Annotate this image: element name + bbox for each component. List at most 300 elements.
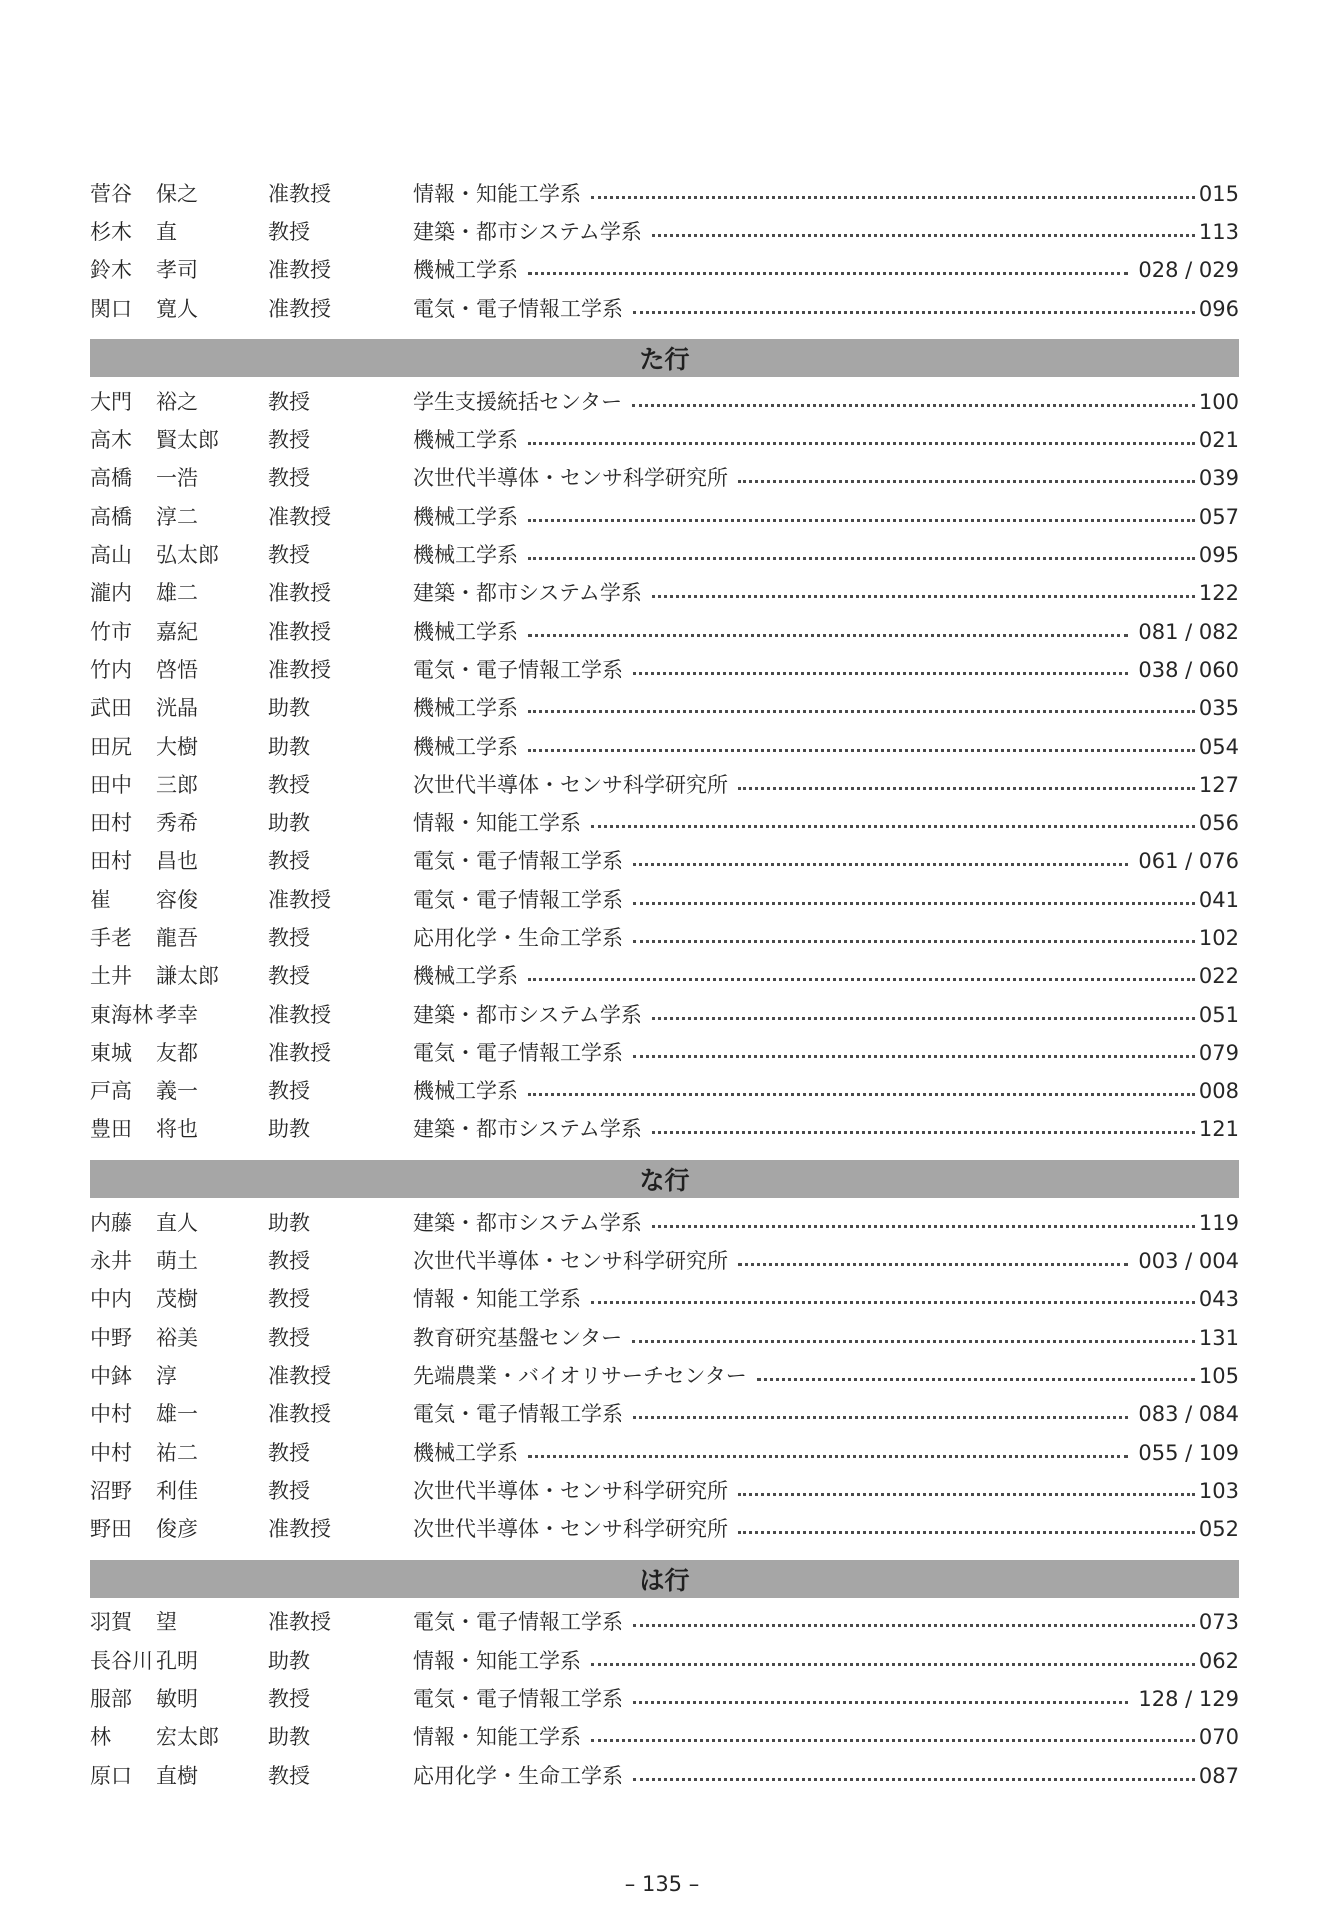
- given-name: 孔明: [156, 1648, 198, 1673]
- entry-row: [90, 919, 1239, 957]
- department: 電気・電子情報工学系: [413, 1610, 623, 1635]
- department: 機械工学系: [413, 258, 518, 283]
- entry-list: [90, 1204, 1239, 1549]
- surname: 豊田: [90, 1117, 132, 1142]
- page-ref: 043: [1198, 1287, 1239, 1312]
- surname: 服部: [90, 1687, 132, 1712]
- page-number: – 135 –: [624, 1872, 700, 1896]
- department-cell: [413, 966, 1239, 987]
- given-name: 洸晶: [156, 696, 198, 721]
- department: 機械工学系: [413, 428, 518, 453]
- academic-title: 教授: [268, 849, 310, 874]
- academic-title: 教授: [268, 1763, 310, 1788]
- department-cell: [413, 219, 1239, 244]
- department-cell: [413, 1251, 1239, 1272]
- department: 教育研究基盤センター: [413, 1325, 623, 1350]
- dot-leader: [633, 1624, 1195, 1627]
- page-ref: 073: [1198, 1610, 1239, 1635]
- entry-row: [90, 958, 1239, 996]
- dot-leader: [738, 787, 1195, 790]
- department: 次世代半導体・センサ科学研究所: [413, 772, 728, 797]
- academic-title: 助教: [268, 1725, 310, 1750]
- academic-title: 助教: [268, 1210, 310, 1235]
- department: 機械工学系: [413, 619, 518, 644]
- department: 電気・電子情報工学系: [413, 887, 623, 912]
- dot-leader: [591, 825, 1195, 828]
- given-name: 弘太郎: [156, 543, 219, 568]
- dot-leader: [633, 940, 1195, 943]
- surname: 菅谷: [90, 181, 132, 206]
- department-cell: [413, 813, 1239, 834]
- academic-title: 教授: [268, 543, 310, 568]
- surname: 戸高: [90, 1079, 132, 1104]
- page-ref: 041: [1198, 887, 1239, 912]
- given-name: 雄二: [156, 581, 198, 606]
- page-ref: 103: [1198, 1478, 1239, 1503]
- surname: 高橋: [90, 466, 132, 491]
- surname: 崔: [90, 887, 111, 912]
- given-name: 茂樹: [156, 1287, 198, 1312]
- department: 情報・知能工学系: [413, 1725, 581, 1750]
- department-cell: [413, 181, 1239, 206]
- page-ref: 131: [1198, 1325, 1239, 1350]
- dot-leader: [528, 519, 1195, 522]
- given-name: 淳: [156, 1363, 177, 1388]
- group-ta: [90, 339, 1239, 1149]
- entry-row: [90, 690, 1239, 728]
- dot-leader: [528, 557, 1195, 560]
- academic-title: 教授: [268, 925, 310, 950]
- department: 機械工学系: [413, 696, 518, 721]
- page-ref: 022: [1198, 964, 1239, 989]
- page-ref: 128 / 129: [1138, 1687, 1239, 1712]
- department: 建築・都市システム学系: [413, 1002, 642, 1027]
- dot-leader: [738, 1263, 1128, 1266]
- entry-row: [90, 536, 1239, 574]
- entry-row: [90, 175, 1239, 213]
- academic-title: 教授: [268, 964, 310, 989]
- dot-leader: [633, 1701, 1128, 1704]
- surname: 鈴木: [90, 258, 132, 283]
- page-ref: 081 / 082: [1138, 619, 1239, 644]
- page-ref: 095: [1198, 543, 1239, 568]
- given-name: 敏明: [156, 1687, 198, 1712]
- department: 建築・都市システム学系: [413, 1210, 642, 1235]
- department-cell: [413, 851, 1239, 872]
- academic-title: 准教授: [268, 657, 331, 682]
- given-name: 孝幸: [156, 1002, 198, 1027]
- academic-title: 准教授: [268, 1517, 331, 1542]
- given-name: 直人: [156, 1210, 198, 1235]
- academic-title: 准教授: [268, 619, 331, 644]
- entry-row: [90, 575, 1239, 613]
- faculty-index: [90, 175, 1239, 1795]
- academic-title: 准教授: [268, 581, 331, 606]
- dot-leader: [591, 1301, 1195, 1304]
- section-header-na: な行: [90, 1160, 1239, 1198]
- entry-list: [90, 383, 1239, 1149]
- surname: 野田: [90, 1517, 132, 1542]
- dot-leader: [528, 1455, 1128, 1458]
- department-cell: [413, 430, 1239, 451]
- given-name: 淳二: [156, 504, 198, 529]
- department-cell: [413, 1612, 1239, 1633]
- page-ref: 054: [1198, 734, 1239, 759]
- given-name: 謙太郎: [156, 964, 219, 989]
- page-ref: 062: [1198, 1648, 1239, 1673]
- given-name: 俊彦: [156, 1517, 198, 1542]
- surname: 長谷川: [90, 1648, 153, 1673]
- department: 電気・電子情報工学系: [413, 296, 623, 321]
- entry-row: [90, 613, 1239, 651]
- department-cell: [413, 1763, 1239, 1788]
- entry-row: [90, 498, 1239, 536]
- page-ref: 070: [1198, 1725, 1239, 1750]
- surname: 原口: [90, 1763, 132, 1788]
- department-cell: [413, 887, 1239, 912]
- group-0: [90, 175, 1239, 328]
- entry-row: [90, 766, 1239, 804]
- given-name: 祐二: [156, 1440, 198, 1465]
- department: 機械工学系: [413, 504, 518, 529]
- dot-leader: [738, 1531, 1195, 1534]
- entry-list: [90, 175, 1239, 328]
- department: 情報・知能工学系: [413, 811, 581, 836]
- dot-leader: [633, 863, 1128, 866]
- dot-leader: [738, 1493, 1195, 1496]
- surname: 中鉢: [90, 1363, 132, 1388]
- department: 建築・都市システム学系: [413, 581, 642, 606]
- department: 電気・電子情報工学系: [413, 849, 623, 874]
- entry-row: [90, 1073, 1239, 1111]
- department-cell: [413, 504, 1239, 529]
- department-cell: [413, 583, 1239, 604]
- department-cell: [413, 734, 1239, 759]
- entry-row: [90, 460, 1239, 498]
- surname: 大門: [90, 389, 132, 414]
- surname: 永井: [90, 1249, 132, 1274]
- entry-row: [90, 1757, 1239, 1795]
- given-name: 一浩: [156, 466, 198, 491]
- entry-row: [90, 843, 1239, 881]
- dot-leader: [633, 672, 1128, 675]
- academic-title: 教授: [268, 1249, 310, 1274]
- page-ref: 035: [1198, 696, 1239, 721]
- given-name: 容俊: [156, 887, 198, 912]
- department: 次世代半導体・センサ科学研究所: [413, 466, 728, 491]
- given-name: 秀希: [156, 811, 198, 836]
- department-cell: [413, 1404, 1239, 1425]
- entry-row: [90, 881, 1239, 919]
- dot-leader: [528, 710, 1195, 713]
- department: 次世代半導体・センサ科学研究所: [413, 1478, 728, 1503]
- page-ref: 055 / 109: [1138, 1440, 1239, 1465]
- entry-row: [90, 1281, 1239, 1319]
- academic-title: 准教授: [268, 1402, 331, 1427]
- given-name: 萌土: [156, 1249, 198, 1274]
- given-name: 寛人: [156, 296, 198, 321]
- department-cell: [413, 260, 1239, 281]
- entry-row: [90, 996, 1239, 1034]
- dot-leader: [632, 404, 1195, 407]
- academic-title: 准教授: [268, 181, 331, 206]
- page-ref: 052: [1198, 1517, 1239, 1542]
- page-ref: 087: [1198, 1763, 1239, 1788]
- section-header-ha: は行: [90, 1560, 1239, 1598]
- academic-title: 准教授: [268, 1363, 331, 1388]
- surname: 田中: [90, 772, 132, 797]
- dot-leader: [633, 902, 1195, 905]
- dot-leader: [591, 1663, 1195, 1666]
- dot-leader: [528, 749, 1195, 752]
- page-ref: 061 / 076: [1138, 849, 1239, 874]
- entry-row: [90, 1680, 1239, 1718]
- entry-row: [90, 1472, 1239, 1510]
- group-ha: [90, 1560, 1239, 1795]
- entry-row: [90, 1357, 1239, 1395]
- department-cell: [413, 1210, 1239, 1235]
- department-cell: [413, 1478, 1239, 1503]
- academic-title: 教授: [268, 1079, 310, 1104]
- surname: 高山: [90, 543, 132, 568]
- given-name: 将也: [156, 1117, 198, 1142]
- academic-title: 助教: [268, 1117, 310, 1142]
- surname: 杉木: [90, 219, 132, 244]
- given-name: 賢太郎: [156, 428, 219, 453]
- entry-row: [90, 252, 1239, 290]
- department-cell: [413, 772, 1239, 797]
- surname: 土井: [90, 964, 132, 989]
- surname: 関口: [90, 296, 132, 321]
- given-name: 龍吾: [156, 925, 198, 950]
- given-name: 三郎: [156, 772, 198, 797]
- given-name: 嘉紀: [156, 619, 198, 644]
- department: 電気・電子情報工学系: [413, 1402, 623, 1427]
- academic-title: 准教授: [268, 258, 331, 283]
- department-cell: [413, 1119, 1239, 1140]
- given-name: 利佳: [156, 1478, 198, 1503]
- academic-title: 准教授: [268, 1002, 331, 1027]
- department-cell: [413, 1081, 1239, 1102]
- academic-title: 教授: [268, 219, 310, 244]
- surname: 内藤: [90, 1210, 132, 1235]
- academic-title: 教授: [268, 428, 310, 453]
- surname: 中村: [90, 1402, 132, 1427]
- department-cell: [413, 1519, 1239, 1540]
- page-ref: 079: [1198, 1040, 1239, 1065]
- dot-leader: [528, 978, 1195, 981]
- surname: 東城: [90, 1040, 132, 1065]
- department-cell: [413, 1727, 1239, 1748]
- academic-title: 教授: [268, 389, 310, 414]
- academic-title: 准教授: [268, 504, 331, 529]
- academic-title: 教授: [268, 1440, 310, 1465]
- page-ref: 113: [1198, 219, 1239, 244]
- page-ref: 008: [1198, 1079, 1239, 1104]
- given-name: 直: [156, 219, 177, 244]
- department: 応用化学・生命工学系: [413, 1763, 623, 1788]
- surname: 沼野: [90, 1478, 132, 1503]
- given-name: 裕之: [156, 389, 198, 414]
- academic-title: 助教: [268, 734, 310, 759]
- dot-leader: [652, 1017, 1195, 1020]
- surname: 高橋: [90, 504, 132, 529]
- page-ref: 121: [1198, 1117, 1239, 1142]
- page-ref: 100: [1198, 389, 1239, 414]
- department: 応用化学・生命工学系: [413, 925, 623, 950]
- entry-row: [90, 383, 1239, 421]
- given-name: 友都: [156, 1040, 198, 1065]
- department-cell: [413, 1002, 1239, 1027]
- section-header-ta: た行: [90, 339, 1239, 377]
- entry-row: [90, 1434, 1239, 1472]
- surname: 田尻: [90, 734, 132, 759]
- page-ref: 021: [1198, 428, 1239, 453]
- department: 次世代半導体・センサ科学研究所: [413, 1517, 728, 1542]
- surname: 東海林: [90, 1002, 153, 1027]
- given-name: 裕美: [156, 1325, 198, 1350]
- department: 機械工学系: [413, 1440, 518, 1465]
- academic-title: 教授: [268, 1325, 310, 1350]
- department-cell: [413, 1289, 1239, 1310]
- department: 電気・電子情報工学系: [413, 1040, 623, 1065]
- dot-leader: [528, 272, 1128, 275]
- dot-leader: [591, 196, 1195, 199]
- department-cell: [413, 925, 1239, 950]
- department-cell: [413, 1440, 1239, 1465]
- department: 学生支援統括センター: [413, 389, 623, 414]
- dot-leader: [757, 1378, 1195, 1381]
- entry-row: [90, 1111, 1239, 1149]
- surname: 竹内: [90, 657, 132, 682]
- entry-row: [90, 728, 1239, 766]
- department-cell: [413, 657, 1239, 682]
- dot-leader: [633, 1416, 1128, 1419]
- department-cell: [413, 545, 1239, 566]
- dot-leader: [528, 1093, 1195, 1096]
- page-ref: 127: [1198, 772, 1239, 797]
- page-ref: 105: [1198, 1363, 1239, 1388]
- surname: 高木: [90, 428, 132, 453]
- page-ref: 056: [1198, 811, 1239, 836]
- dot-leader: [652, 595, 1195, 598]
- department-cell: [413, 296, 1239, 321]
- page-ref: 003 / 004: [1138, 1249, 1239, 1274]
- surname: 中内: [90, 1287, 132, 1312]
- dot-leader: [528, 634, 1128, 637]
- dot-leader: [528, 442, 1195, 445]
- department: 情報・知能工学系: [413, 1287, 581, 1312]
- given-name: 義一: [156, 1079, 198, 1104]
- entry-row: [90, 1642, 1239, 1680]
- entry-row: [90, 1242, 1239, 1280]
- department: 建築・都市システム学系: [413, 219, 642, 244]
- department-cell: [413, 1648, 1239, 1673]
- department: 電気・電子情報工学系: [413, 1687, 623, 1712]
- page-ref: 051: [1198, 1002, 1239, 1027]
- academic-title: 助教: [268, 1648, 310, 1673]
- page-ref: 015: [1198, 181, 1239, 206]
- page-ref: 096: [1198, 296, 1239, 321]
- dot-leader: [632, 1340, 1195, 1343]
- dot-leader: [652, 1225, 1195, 1228]
- page-ref: 083 / 084: [1138, 1402, 1239, 1427]
- academic-title: 教授: [268, 466, 310, 491]
- page-ref: 122: [1198, 581, 1239, 606]
- department: 建築・都市システム学系: [413, 1117, 642, 1142]
- department-cell: [413, 468, 1239, 489]
- department: 機械工学系: [413, 964, 518, 989]
- department-cell: [413, 619, 1239, 644]
- surname: 竹市: [90, 619, 132, 644]
- given-name: 昌也: [156, 849, 198, 874]
- given-name: 直樹: [156, 1763, 198, 1788]
- page-ref: 039: [1198, 466, 1239, 491]
- given-name: 啓悟: [156, 657, 198, 682]
- department: 先端農業・バイオリサーチセンター: [413, 1363, 747, 1388]
- given-name: 大樹: [156, 734, 198, 759]
- given-name: 宏太郎: [156, 1725, 219, 1750]
- entry-row: [90, 290, 1239, 328]
- surname: 田村: [90, 849, 132, 874]
- given-name: 孝司: [156, 258, 198, 283]
- academic-title: 准教授: [268, 1610, 331, 1635]
- entry-row: [90, 651, 1239, 689]
- department: 情報・知能工学系: [413, 181, 581, 206]
- academic-title: 助教: [268, 811, 310, 836]
- entry-row: [90, 804, 1239, 842]
- page-ref: 119: [1198, 1210, 1239, 1235]
- surname: 林: [90, 1725, 111, 1750]
- department-cell: [413, 1325, 1239, 1350]
- department: 機械工学系: [413, 1079, 518, 1104]
- surname: 中村: [90, 1440, 132, 1465]
- surname: 手老: [90, 925, 132, 950]
- page-ref: 028 / 029: [1138, 258, 1239, 283]
- dot-leader: [591, 1739, 1195, 1742]
- entry-row: [90, 1604, 1239, 1642]
- academic-title: 助教: [268, 696, 310, 721]
- department-cell: [413, 698, 1239, 719]
- surname: 羽賀: [90, 1610, 132, 1635]
- academic-title: 准教授: [268, 1040, 331, 1065]
- department: 次世代半導体・センサ科学研究所: [413, 1249, 728, 1274]
- academic-title: 准教授: [268, 887, 331, 912]
- dot-leader: [633, 311, 1195, 314]
- surname: 瀧内: [90, 581, 132, 606]
- page-ref: 038 / 060: [1138, 657, 1239, 682]
- department: 機械工学系: [413, 543, 518, 568]
- entry-row: [90, 1319, 1239, 1357]
- academic-title: 教授: [268, 772, 310, 797]
- academic-title: 教授: [268, 1478, 310, 1503]
- department: 機械工学系: [413, 734, 518, 759]
- given-name: 保之: [156, 181, 198, 206]
- entry-row: [90, 1511, 1239, 1549]
- given-name: 雄一: [156, 1402, 198, 1427]
- department-cell: [413, 1040, 1239, 1065]
- surname: 中野: [90, 1325, 132, 1350]
- department: 電気・電子情報工学系: [413, 657, 623, 682]
- department-cell: [413, 1689, 1239, 1710]
- surname: 武田: [90, 696, 132, 721]
- department-cell: [413, 389, 1239, 414]
- entry-row: [90, 421, 1239, 459]
- entry-row: [90, 1719, 1239, 1757]
- entry-row: [90, 1034, 1239, 1072]
- academic-title: 准教授: [268, 296, 331, 321]
- academic-title: 教授: [268, 1287, 310, 1312]
